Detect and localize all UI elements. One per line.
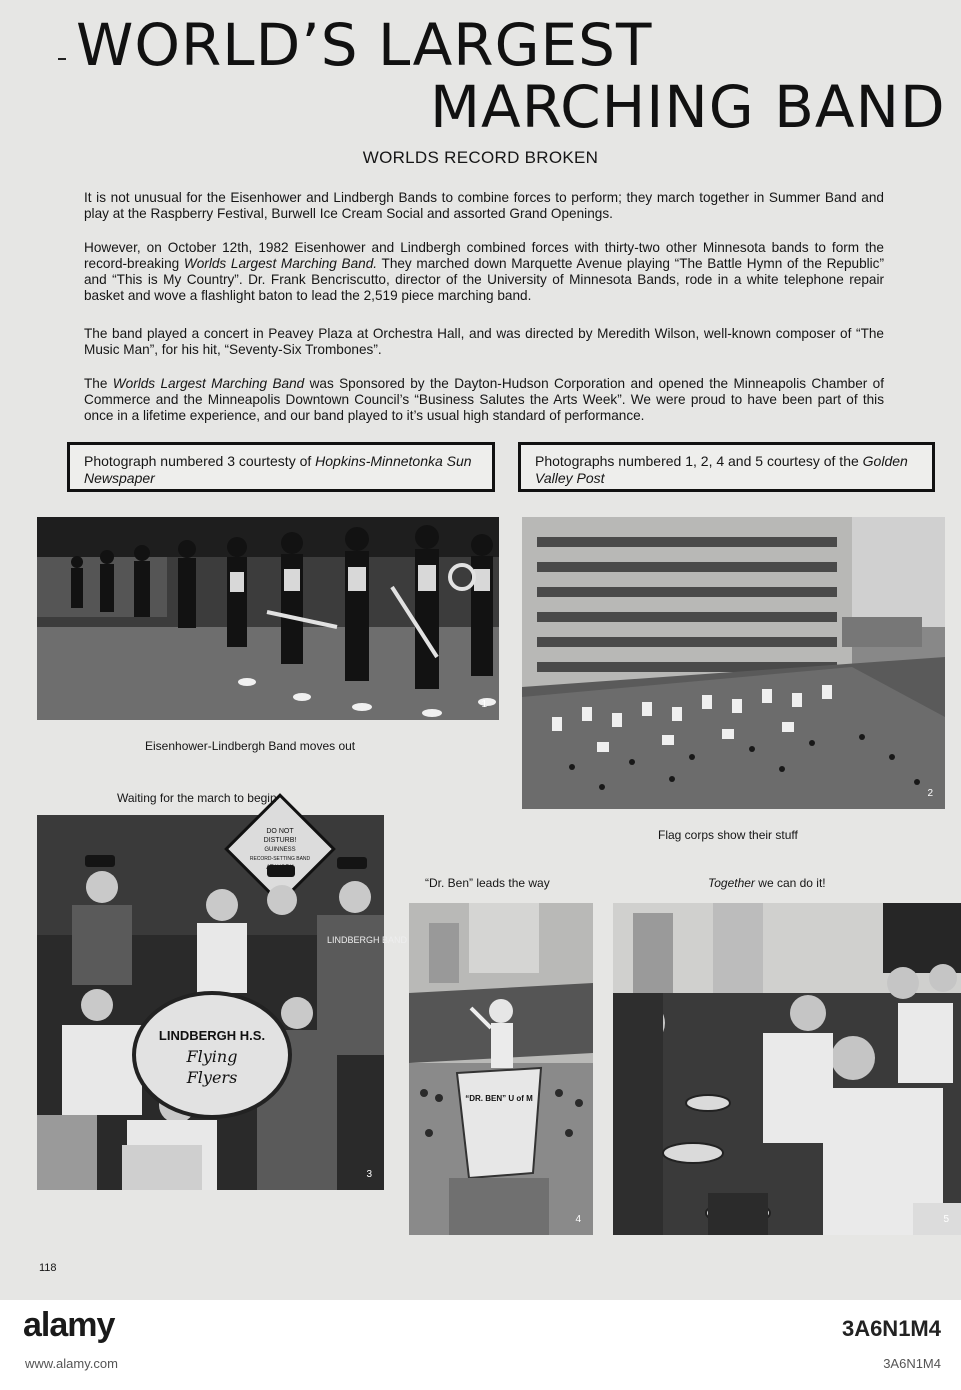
- image-id-small: 3A6N1M4: [883, 1356, 941, 1371]
- photo-girls-together: [613, 903, 961, 1235]
- caption-together-emphasis: Together: [708, 876, 755, 890]
- paragraph-4-text-a: The: [84, 375, 113, 391]
- paragraph-4-text-b: was Sponsored by the Dayton-Hudson Corporation and opened the Minneapolis Chamber of Commerce and the Minneapolis Downtown Council’s “Business Salutes the Arts Week”. We were proud to have been part of this once in a lifetime experience, and our band played to it’s usual high standard of performance.: [84, 375, 885, 423]
- photo-dr-ben-basket: [409, 903, 593, 1235]
- photo-students-with-drum: [37, 815, 408, 1190]
- subheading: WORLDS RECORD BROKEN: [362, 148, 599, 167]
- paragraph-1: It is not unusual for the Eisenhower and Lindbergh Bands to combine forces to perform; they march together in Summer Band and play at the Raspberry Festival, Burwell Ice Cream Social and assorted Grand Openings.: [84, 189, 884, 221]
- paragraph-4-emphasis: Worlds Largest Marching Band: [112, 375, 305, 391]
- watermark-strip: [0, 1300, 961, 1390]
- credit-right-source: Golden Valley Post: [535, 453, 908, 486]
- caption-together-rest: we can do it!: [754, 876, 826, 890]
- caption-band-moves-out: Eisenhower-Lindbergh Band moves out: [145, 739, 356, 753]
- paragraph-3: The band played a concert in Peavey Plaza at Orchestra Hall, and was directed by Meredith Wilson, well-known composer of “The Music Man”, for his hit, “Seventy-Six Trombones”.: [84, 325, 884, 357]
- paragraph-2-text-a: However, on October 12th, 1982 Eisenhower and Lindbergh combined forces with thirty-two other Minnesota bands to form the record-breaking: [84, 239, 884, 271]
- sign-line-2: DISTURB!: [263, 837, 297, 844]
- basket-lettering: “DR. BEN” U of M: [465, 1094, 533, 1103]
- credit-left-source: Hopkins-Minnetonka Sun Newspaper: [84, 453, 472, 486]
- page-number: 118: [39, 1262, 57, 1274]
- photo-number-1: 1: [481, 699, 487, 710]
- drum-lettering: LINDBERGH H.S.: [158, 1028, 266, 1043]
- paragraph-2: [84, 240, 884, 304]
- drum-script-2: Flyers: [186, 1068, 238, 1087]
- watermark-site: www.alamy.com: [25, 1356, 118, 1371]
- title-line-1: WORLD’S LARGEST: [76, 11, 653, 79]
- caption-waiting: Waiting for the march to begin: [117, 791, 277, 805]
- credit-left-text: Photograph numbered 3 courtesty of: [84, 453, 316, 469]
- title-line-2: MARCHING BAND: [430, 73, 946, 141]
- credit-right-text: Photographs numbered 1, 2, 4 and 5 courtesy of the: [535, 453, 863, 469]
- caption-dr-ben: “Dr. Ben” leads the way: [425, 876, 550, 890]
- sign-line-3: GUINNESS: [264, 847, 296, 853]
- sign-line-4: RECORD-SETTING BAND: [249, 856, 311, 862]
- sign-line-1: DO NOT: [266, 828, 294, 835]
- photo-credit-left: [67, 442, 495, 492]
- photo-credit-right: [518, 442, 935, 492]
- image-id: 3A6N1M4: [841, 1316, 941, 1341]
- caption-flag-corps: Flag corps show their stuff: [658, 828, 798, 842]
- paragraph-2-text-b: They marched down Marquette Avenue playing “The Battle Hymn of the Republic” and “This is My Country”. Dr. Frank Bencriscutto, director of the University of Minnesota Bands, rode in a white telephone repair basket and wove a flashlight baton to lead the 2,519 piece marching band.: [84, 255, 884, 303]
- caption-together: [708, 876, 826, 890]
- photo-number-3: 3: [366, 1169, 372, 1180]
- photo-number-5: 5: [943, 1214, 949, 1225]
- photo-number-2: 2: [927, 788, 933, 799]
- watermark-logo: alamy: [23, 1306, 115, 1344]
- photo-flag-corps-aerial: [522, 517, 945, 809]
- jacket-lettering: LINDBERGH BAND: [327, 935, 408, 945]
- photo-number-4: 4: [575, 1214, 581, 1225]
- photo-band-marching: [37, 517, 499, 720]
- paragraph-4: [84, 376, 884, 424]
- drum-script-1: Flying: [186, 1047, 238, 1066]
- title-dash: [58, 58, 66, 60]
- paragraph-2-emphasis: Worlds Largest Marching Band.: [183, 255, 378, 271]
